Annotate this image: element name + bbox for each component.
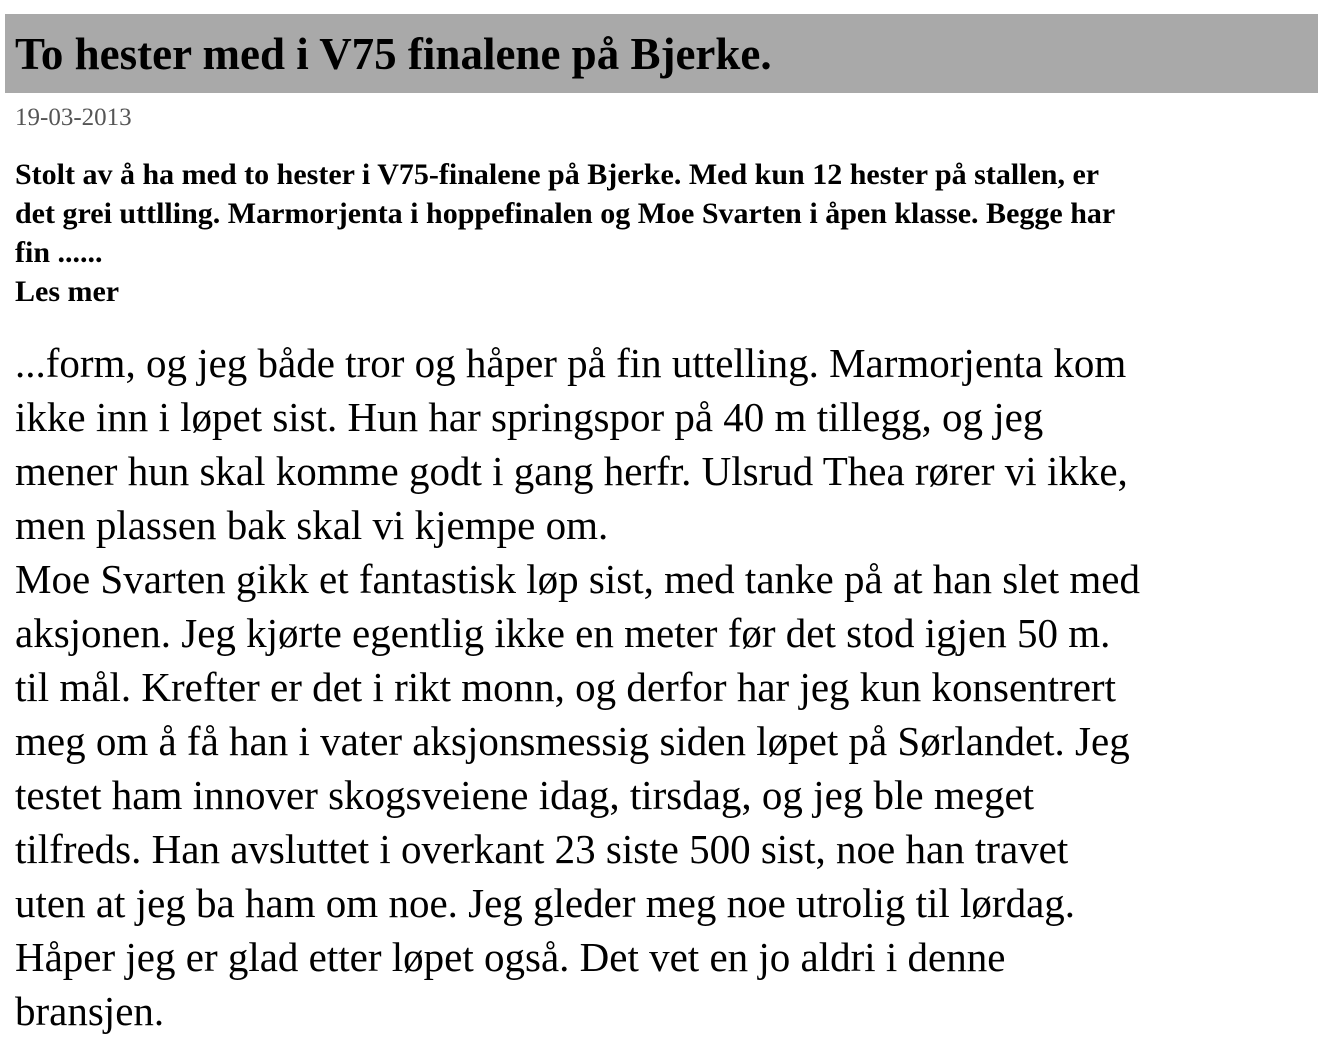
article-date: 19-03-2013 xyxy=(15,104,132,131)
article-title-bar xyxy=(5,14,1318,93)
article-title: To hester med i V75 finalene på Bjerke. xyxy=(15,29,772,79)
article-intro xyxy=(15,155,1305,311)
body-line: meg om å få han i vater aksjonsmessig siden løpet på Sørlandet. Jeg xyxy=(15,718,1130,764)
body-line: ...form, og jeg både tror og håper på fin uttelling. Marmorjenta kom xyxy=(15,340,1127,386)
read-more-link[interactable]: Les mer xyxy=(15,275,120,308)
body-line: uten at jeg ba ham om noe. Jeg gleder meg noe utrolig til lørdag. xyxy=(15,880,1076,926)
body-line: tilfreds. Han avsluttet i overkant 23 siste 500 sist, noe han travet xyxy=(15,826,1069,872)
body-line: Håper jeg er glad etter løpet også. Det vet en jo aldri i denne xyxy=(15,934,1006,980)
body-line: aksjonen. Jeg kjørte egentlig ikke en meter før det stod igjen 50 m. xyxy=(15,610,1111,656)
intro-line: fin ...... xyxy=(15,236,103,269)
body-line: ikke inn i løpet sist. Hun har springspor på 40 m tillegg, og jeg xyxy=(15,394,1044,440)
body-line: til mål. Krefter er det i rikt monn, og derfor har jeg kun konsentrert xyxy=(15,664,1116,710)
article-body xyxy=(15,336,1315,1038)
body-line: mener hun skal komme godt i gang herfr. Ulsrud Thea rører vi ikke, xyxy=(15,448,1128,494)
body-line: bransjen. xyxy=(15,988,165,1034)
intro-line: Stolt av å ha med to hester i V75-finalene på Bjerke. Med kun 12 hester på stallen, er xyxy=(15,158,1100,191)
body-line: testet ham innover skogsveiene idag, tirsdag, og jeg ble meget xyxy=(15,772,1035,818)
body-line: men plassen bak skal vi kjempe om. xyxy=(15,502,609,548)
body-line: Moe Svarten gikk et fantastisk løp sist, med tanke på at han slet med xyxy=(15,556,1140,602)
intro-line: det grei uttlling. Marmorjenta i hoppefinalen og Moe Svarten i åpen klasse. Begge har xyxy=(15,197,1116,230)
